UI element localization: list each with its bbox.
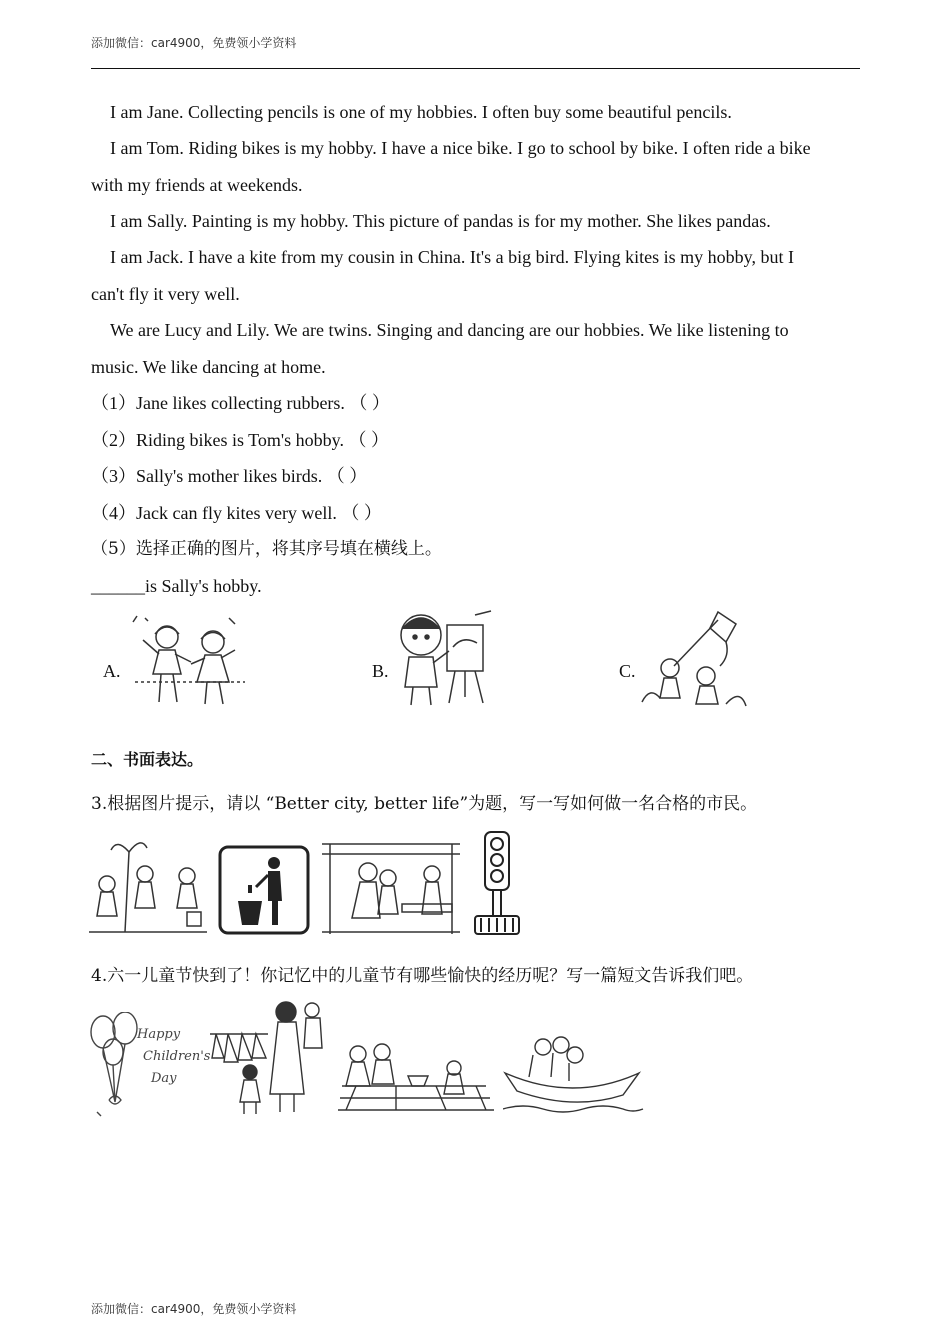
- picnic-picture: [336, 1040, 496, 1112]
- writing-task-3: 3.根据图片提示，请以 “Better city, better life”为题，写一写如何做一名合格的市民。: [91, 794, 758, 814]
- page-footer: 添加微信：car4900，免费领小学资料: [91, 1302, 297, 1316]
- section-2-title: 二、书面表达。: [91, 750, 204, 769]
- planting-tree-picture: [89, 832, 207, 936]
- passage-twins-1: We are Lucy and Lily. We are twins. Singing and dancing are our hobbies. We like listening to: [110, 320, 789, 340]
- answer-blank: ______is Sally's hobby.: [91, 576, 262, 596]
- page-header: 添加微信：car4900，免费领小学资料: [91, 36, 297, 50]
- boy-painting-picture: [393, 607, 495, 709]
- passage-jane: I am Jane. Collecting pencils is one of my hobbies. I often buy some beautiful pencils.: [110, 102, 732, 122]
- giving-seat-picture: [322, 834, 460, 936]
- question-1: （1）Jane likes collecting rubbers. （ ）: [91, 393, 390, 413]
- boys-flying-kite-picture: [640, 606, 748, 710]
- passage-jack-2: can't fly it very well.: [91, 284, 240, 304]
- boating-picture: [503, 1033, 645, 1115]
- passage-tom-2: with my friends at weekends.: [91, 175, 303, 195]
- question-2: （2）Riding bikes is Tom's hobby. （ ）: [91, 430, 390, 450]
- passage-sally: I am Sally. Painting is my hobby. This picture of pandas is for my mother. She likes pandas.: [110, 211, 771, 231]
- card-text-happy: Happy: [137, 1027, 181, 1042]
- balloons-card-picture: [89, 1012, 211, 1118]
- girls-dancing-picture: [125, 612, 253, 710]
- question-5: （5）选择正确的图片，将其序号填在横线上。: [91, 539, 442, 559]
- card-text-childrens: Children's: [143, 1049, 211, 1064]
- passage-jack-1: I am Jack. I have a kite from my cousin in China. It's a big bird. Flying kites is my hobby, but I: [110, 247, 794, 267]
- trash-bin-sign-picture: [218, 845, 310, 935]
- option-a-label: A.: [103, 661, 121, 681]
- question-4: （4）Jack can fly kites very well. （ ）: [91, 503, 382, 523]
- clothes-shopping-picture: [208, 998, 330, 1116]
- question-3: （3）Sally's mother likes birds. （ ）: [91, 466, 368, 486]
- traffic-light-picture: [471, 830, 523, 936]
- card-text-day: Day: [151, 1071, 177, 1086]
- header-rule: [91, 68, 860, 69]
- writing-task-4: 4.六一儿童节快到了！你记忆中的儿童节有哪些愉快的经历呢？写一篇短文告诉我们吧。: [91, 966, 754, 986]
- passage-twins-2: music. We like dancing at home.: [91, 357, 326, 377]
- option-c-label: C.: [619, 661, 636, 681]
- passage-tom-1: I am Tom. Riding bikes is my hobby. I have a nice bike. I go to school by bike. I often ride a bike: [110, 138, 811, 158]
- option-b-label: B.: [372, 661, 389, 681]
